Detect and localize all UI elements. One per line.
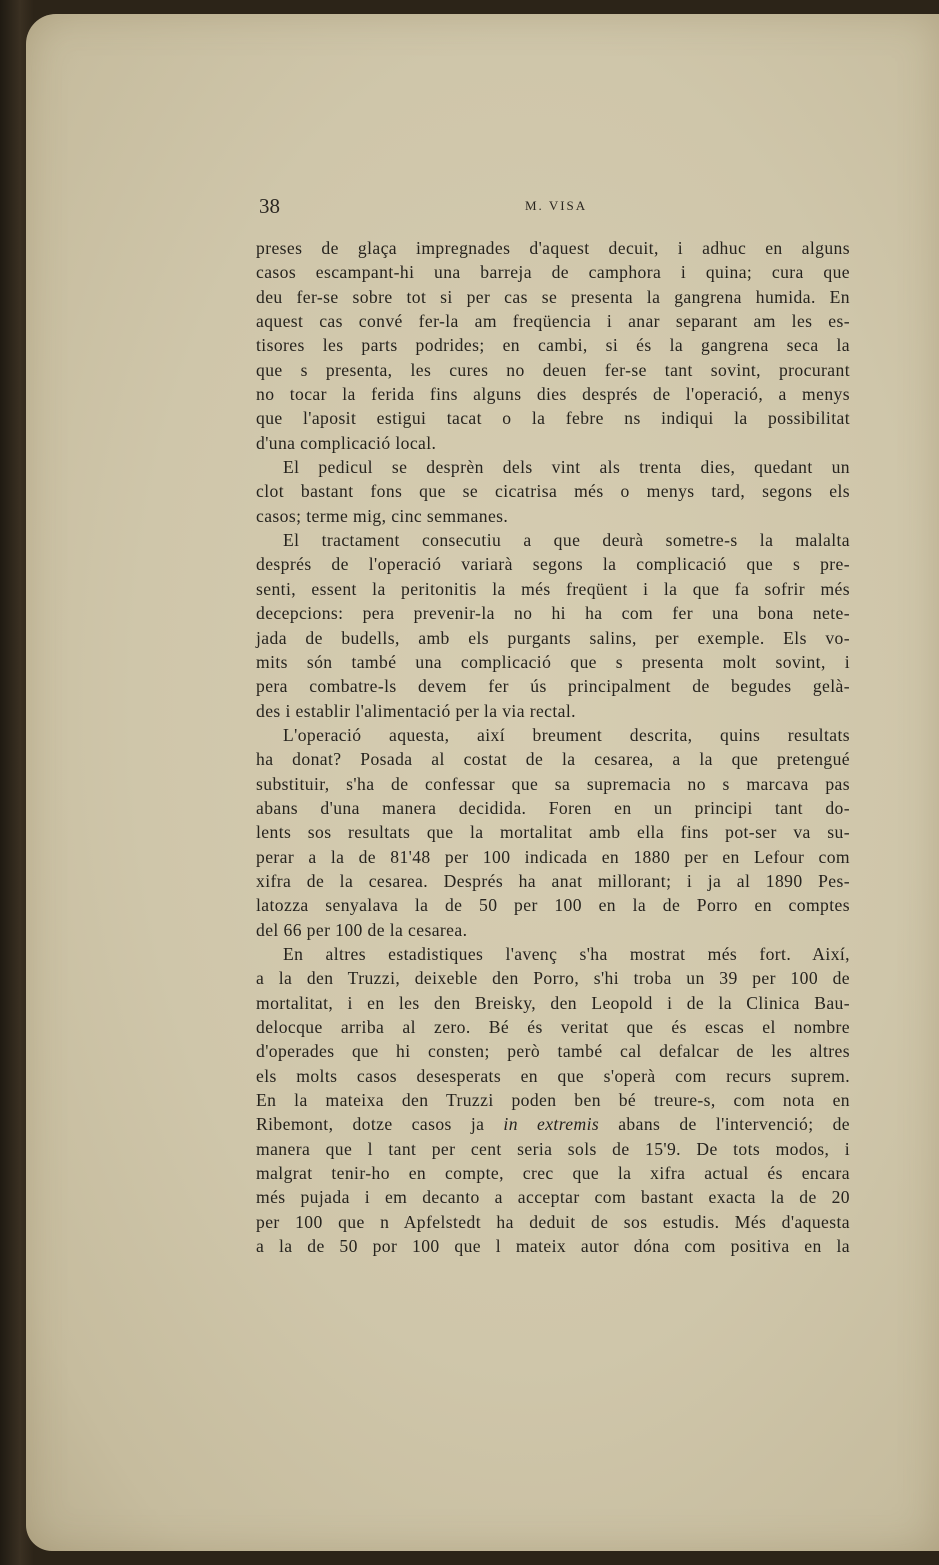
text-line: deu fer-se sobre tot si per cas se presenta la gangrena humida. En — [256, 286, 850, 307]
book-page — [26, 14, 939, 1551]
text-line: clot bastant fons que se cicatrisa més o menys tard, segons els — [256, 481, 850, 502]
text-line: L'operació aquesta, així breument descrita, quins resultats — [283, 724, 850, 745]
text-line: senti, essent la peritonitis la més freqüent i la que fa sofrir més — [256, 578, 850, 599]
body-text — [256, 236, 850, 1258]
text-line: que s presenta, les cures no deuen fer-se tant sovint, procurant — [256, 359, 850, 380]
text-line: substituir, s'ha de confessar que sa supremacia no s marcava pas — [256, 773, 850, 794]
text-line: mits són també una complicació que s presenta molt sovint, i — [256, 651, 850, 672]
text-line: jada de budells, amb els purgants salins, per exemple. Els vo- — [256, 627, 850, 648]
running-head: M. VISA — [525, 198, 588, 213]
text-line: casos; terme mig, cinc semmanes. — [256, 505, 509, 526]
text-line: del 66 per 100 de la cesarea. — [256, 919, 468, 940]
text-line: preses de glaça impregnades d'aquest decuit, i adhuc en alguns — [256, 238, 850, 258]
text-line: que l'aposit estigui tacat o la febre ns indiqui la possibilitat — [256, 408, 850, 429]
text-line: malgrat tenir-ho en compte, crec que la xifra actual és encara — [256, 1163, 850, 1184]
text-line: xifra de la cesarea. Després ha anat millorant; i ja al 1890 Pes- — [256, 870, 850, 891]
text-line: mortalitat, i en les den Breisky, den Leopold i de la Clinica Bau- — [256, 992, 850, 1013]
text-line: decepcions: pera prevenir-la no hi ha com fer una bona nete- — [256, 603, 850, 624]
text-line: a la den Truzzi, deixeble den Porro, s'hi troba un 39 per 100 de — [256, 968, 850, 989]
text-line: els molts casos desesperats en que s'operà com recurs suprem. — [256, 1065, 850, 1086]
text-line: d'una complicació local. — [256, 432, 437, 453]
text-line: aquest cas convé fer-la am freqüencia i anar separant am les es- — [256, 311, 850, 332]
text-line: En altres estadistiques l'avenç s'ha mostrat més fort. Així, — [283, 943, 850, 964]
page-header — [26, 194, 939, 224]
text-line: per 100 que n Apfelstedt ha deduit de sos estudis. Més d'aquesta — [256, 1211, 850, 1232]
text-line: a la de 50 por 100 que l mateix autor dóna com positiva en la — [256, 1236, 850, 1257]
text-line: d'operades que hi consten; però també cal defalcar de les altres — [256, 1041, 850, 1062]
text-line: latozza senyalava la de 50 per 100 en la de Porro en comptes — [256, 895, 850, 916]
text-line: no tocar la ferida fins alguns dies després de l'operació, a menys — [256, 384, 850, 405]
text-line: En la mateixa den Truzzi poden ben bé treure-s, com nota en — [256, 1090, 850, 1111]
text-line: abans d'una manera decidida. Foren en un principi tant do- — [256, 797, 850, 818]
text-line: El tractament consecutiu a que deurà sometre-s la malalta — [283, 530, 850, 551]
text-line: més pujada i em decanto a acceptar com bastant exacta la de 20 — [256, 1187, 850, 1208]
italic-phrase: in extremis — [503, 1114, 600, 1135]
text-line: ha donat? Posada al costat de la cesarea, a la que pretengué — [256, 749, 850, 770]
text-line: perar a la de 81'48 per 100 indicada en 1880 per en Lefour com — [256, 846, 850, 867]
text-line: tisores les parts podrides; en cambi, si és la gangrena seca la — [256, 335, 850, 356]
text-line: manera que l tant per cent seria sols de 15'9. De tots modos, i — [256, 1138, 850, 1159]
text-line: des i establir l'alimentació per la via rectal. — [256, 700, 576, 721]
text-line: pera combatre-ls devem fer ús principalment de begudes gelà- — [256, 676, 850, 697]
text-line: després de l'operació variarà segons la complicació que s pre- — [256, 554, 850, 575]
text-line: El pedicul se desprèn dels vint als trenta dies, quedant un — [283, 457, 850, 478]
text-line: casos escampant-hi una barreja de camphora i quina; cura que — [256, 262, 850, 283]
page-number: 38 — [259, 194, 280, 218]
text-line: Ribemont, dotze casos ja in extremis abans de l'intervenció; de — [256, 1114, 851, 1135]
text-line: lents sos resultats que la mortalitat amb ella fins pot-ser va su- — [256, 822, 850, 843]
text-line: delocque arriba al zero. Bé és veritat que és escas el nombre — [256, 1017, 850, 1037]
